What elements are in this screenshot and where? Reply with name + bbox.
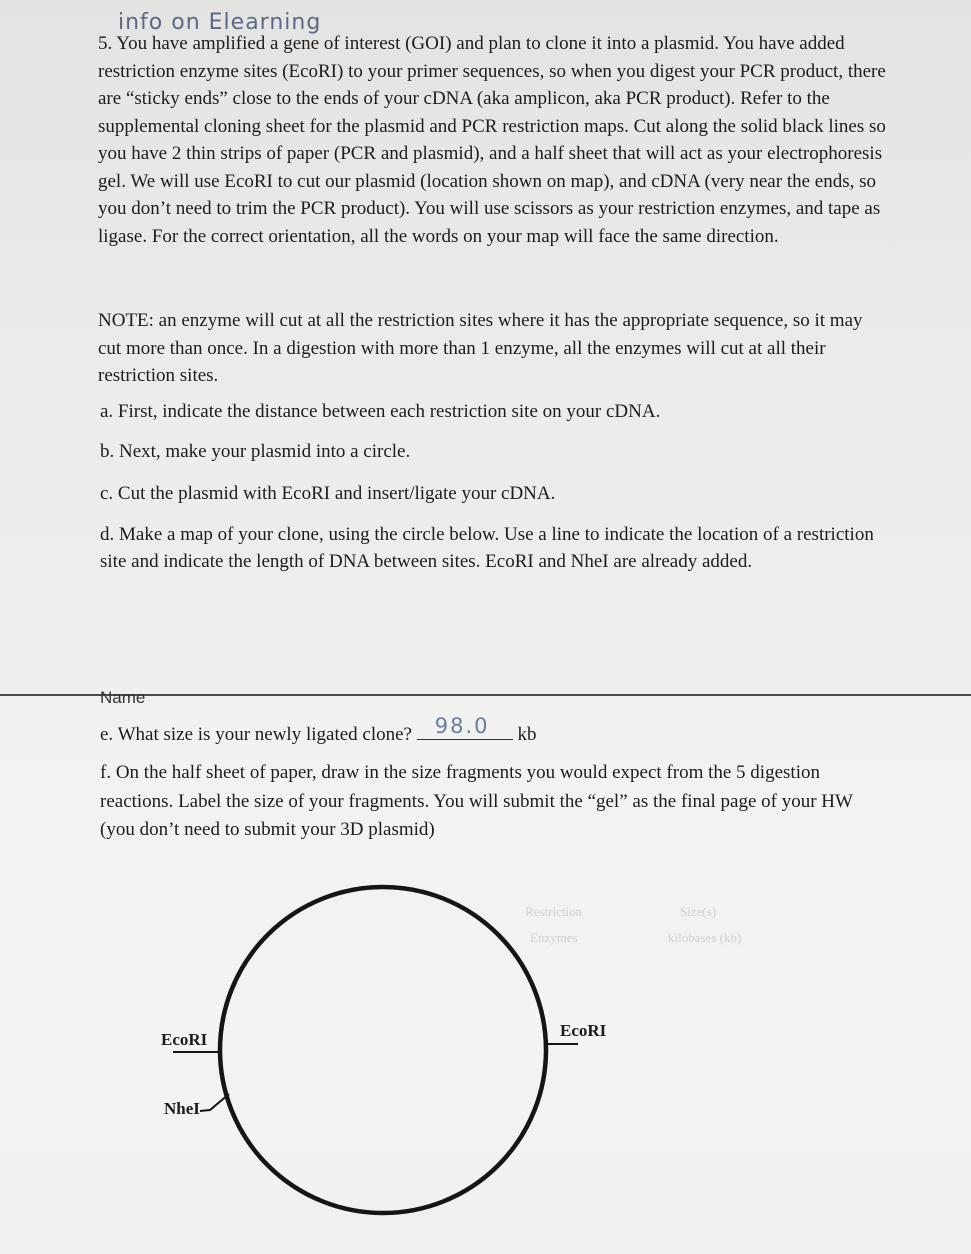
question-intro-text: You have amplified a gene of interest (GOI) and plan to clone it into a plasmid. You have added restriction enzyme sites (EcoRI) to your primer sequences, so when you digest your PCR product, there are “sticky ends” close to the ends of your cDNA (aka amplicon, aka PCR product). Refer to the supplemental cloning sheet for the plasmid and PCR restriction maps. Cut along the solid black lines so you have 2 thin strips of paper (PCR and plasmid), and a half sheet that will act as your electrophoresis gel. We will use EcoRI to cut our plasmid (location shown on map), and cDNA (very near the ends, so you don’t need to trim the PCR product). You will use scissors as your restriction enzymes, and tape as ligase. For the correct orientation, all the words on your map will face the same direction. xyxy=(98,33,886,247)
bleed-enzymes: Enzymes xyxy=(530,930,578,945)
handwritten-note: info on Elearning xyxy=(118,10,322,35)
ecori-left-label: EcoRI xyxy=(161,1030,208,1049)
item-f: f. On the half sheet of paper, draw in the size fragments you would expect from the 5 digestion reactions. Label the size of your fragments. You will submit the “gel” as the final page of your HW (you don’t need to submit your 3D plasmid) xyxy=(100,762,853,840)
item-d: d. Make a map of your clone, using the circle below. Use a line to indicate the location of a restriction site and indicate the length of DNA between sites. EcoRI and NheI are already added. xyxy=(100,524,874,572)
bleed-kilobases: kilobases (kb) xyxy=(668,930,742,945)
bleed-sizes: Size(s) xyxy=(680,904,717,919)
plasmid-circle[interactable] xyxy=(220,887,546,1213)
clone-size-answer: 98.0 xyxy=(434,714,490,738)
name-label: Name xyxy=(100,688,146,707)
ecori-right-label: EcoRI xyxy=(560,1021,607,1040)
nhei-site-line xyxy=(200,1094,229,1111)
item-e-unit: kb xyxy=(517,724,537,745)
question-number: 5. xyxy=(98,33,113,54)
item-e-prompt: e. What size is your newly ligated clone? xyxy=(100,724,412,745)
item-a: a. First, indicate the distance between each restriction site on your cDNA. xyxy=(100,401,661,422)
note-paragraph: NOTE: an enzyme will cut at all the restriction sites where it has the appropriate sequence, so it may cut more than once. In a digestion with more than 1 enzyme, all the enzymes will cut at all their restriction sites. xyxy=(98,310,863,386)
nhei-label: NheI xyxy=(164,1099,200,1118)
bleed-restriction: Restriction xyxy=(525,904,583,919)
item-c: c. Cut the plasmid with EcoRI and insert/ligate your cDNA. xyxy=(100,483,556,504)
item-b: b. Next, make your plasmid into a circle. xyxy=(100,441,411,462)
